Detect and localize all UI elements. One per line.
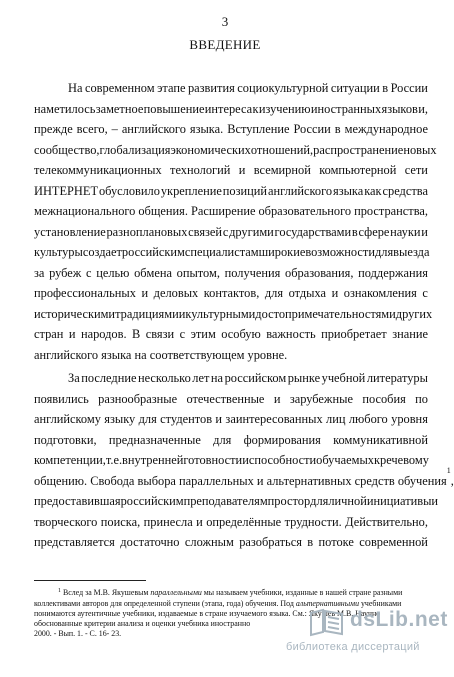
text-line: стран и народов. В связи с этим особую важность приобретает знание: [34, 327, 428, 341]
footnote-line-text: Вслед за М.В. Якушевым параллельными мы называем учебники, изданные в нашей стране разными: [63, 588, 403, 597]
text-line: появились разнообразные отечественные и зарубежные пособия по: [34, 391, 428, 406]
text-line: наметилось заметное повышение интереса к изучению иностранных языков и,: [34, 101, 428, 116]
paragraph-2: [34, 368, 454, 553]
footnote-line: коллективами авторов для определенной ступени (этапа, года) обучения. Под альтернативными учебниками: [34, 599, 402, 608]
footnote-mark: 1: [58, 588, 61, 594]
text-line: За последние несколько лет на российском рынке учебной литературы: [68, 371, 428, 385]
text-line: межнационального общения. Расширение образовательного пространства,: [34, 204, 428, 218]
watermark-subtitle: библиотека диссертаций: [286, 641, 420, 653]
text-line: компетенции, т.е. внутренней готовности и способности обучаемых к речевому: [34, 453, 429, 467]
footnote-reference[interactable]: 1: [446, 465, 451, 475]
watermark-brand: dsLib.net: [350, 608, 448, 631]
page-number: 3: [221, 14, 229, 29]
text-line: творческого поиска, принесла и определённые трудности. Действительно,: [34, 514, 428, 529]
text-line-content: общению. Свобода выбора параллельных и альтернативных средств обучения: [34, 473, 447, 488]
text-line: предоставившая российским преподавателям простор для личной инициативы и: [34, 494, 439, 508]
text-line: культуры создает российским специалистам широкие возможности для выезда: [34, 245, 430, 259]
text-line: за рубеж с целью обмена опытом, получения образования, поддержания: [34, 265, 428, 280]
text-line: На современном этапе развития социокультурной ситуации в России: [68, 81, 428, 95]
text-line: английскому языку для студентов и заинтересованных лиц любого уровня: [34, 412, 428, 426]
text-line: телекоммуникационных технологий и всемирной компьютерной сети: [34, 163, 428, 177]
text-line: профессиональных и деловых контактов, для отдыха и ознакомления с: [34, 286, 428, 300]
text-line: историческими традициями и культурными достопримечательностями других: [34, 306, 433, 321]
footnote-line: понимаются аутентичные учебники, издаваемые в стране изучаемого языка. См.: Якушев М.В. Научно: [34, 609, 381, 618]
text-line: сообщество, глобализация экономических отношений, распространение новых: [34, 142, 437, 157]
text-line: английского языка на соответствующем уровне.: [34, 347, 288, 362]
book-stack-icon: [308, 608, 346, 636]
text-line: представляется достаточно сложным разобраться в потоке современной: [34, 535, 428, 549]
text-line: ИНТЕРНЕТ обусловило укрепление позиций английского языка как средства: [34, 183, 428, 198]
section-heading: ВВЕДЕНИЕ: [189, 37, 261, 52]
footnote-line: обоснованные критерии анализа и оценки учебника иностранно: [34, 619, 251, 628]
text-line: подготовки, предназначенные для формирования коммуникативной: [34, 432, 428, 447]
text-line-with-footnote-ref: [34, 465, 454, 492]
text-line: прежде всего, – английского языка. Вступление России в международное: [34, 122, 428, 136]
text-line-comma: ,: [450, 473, 454, 488]
footnote-divider: [34, 580, 146, 581]
paragraph-1: [34, 78, 437, 365]
footnote-line: 2000. - Вып. 1. - С. 16- 23.: [34, 629, 122, 638]
footnote-line: [34, 588, 434, 599]
watermark: [286, 608, 450, 677]
text-line: установление разноплановых связей с другими государствами в сфере науки и: [34, 224, 428, 239]
